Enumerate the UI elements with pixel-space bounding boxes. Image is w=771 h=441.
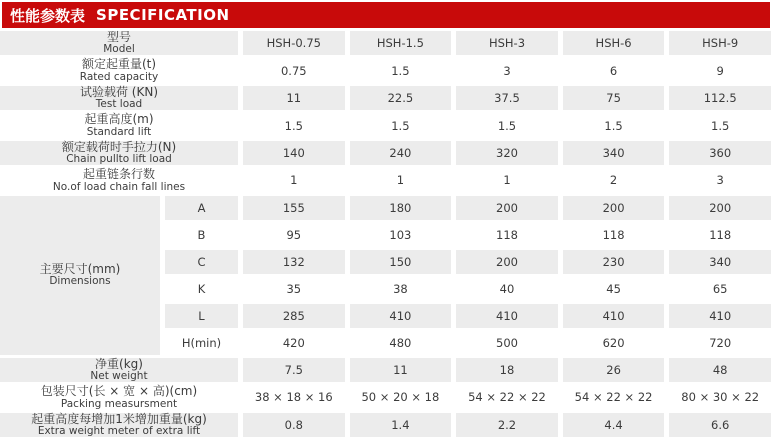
- table-row-extra-weight: [0, 413, 771, 437]
- specification-table: [0, 28, 771, 440]
- value-cell: 0.8: [243, 413, 345, 437]
- value-cell: 22.5: [350, 86, 452, 110]
- value-cell: 95: [243, 223, 345, 247]
- dimension-sub-label: K: [165, 277, 238, 301]
- value-cell: 75: [563, 86, 665, 110]
- value-cell: 360: [669, 141, 771, 165]
- value-cell: 1.5: [669, 113, 771, 137]
- value-cell: 1.4: [350, 413, 452, 437]
- value-cell: 112.5: [669, 86, 771, 110]
- value-cell: 480: [350, 331, 452, 355]
- value-cell: 18: [456, 358, 558, 382]
- value-cell: 40: [456, 277, 558, 301]
- dimension-sub-label: A: [165, 196, 238, 220]
- row-label-en: Packing measursment: [60, 397, 178, 410]
- table-row-dimension-a: [0, 196, 771, 220]
- value-cell: 340: [669, 250, 771, 274]
- value-cell: 37.5: [456, 86, 558, 110]
- value-cell: 4.4: [563, 413, 665, 437]
- value-cell: 7.5: [243, 358, 345, 382]
- row-label-zh: 起重高度每增加1米增加重量(kg): [31, 411, 207, 426]
- model-header-cell: HSH-3: [456, 31, 558, 55]
- value-cell: 38 × 18 × 16: [243, 385, 345, 409]
- row-label-en: Extra weight meter of extra lift: [37, 425, 201, 438]
- value-cell: 410: [669, 304, 771, 328]
- value-cell: 118: [669, 223, 771, 247]
- value-cell: 155: [243, 196, 345, 220]
- value-cell: 2: [563, 168, 665, 192]
- table-row-net-weight: [0, 358, 771, 382]
- value-cell: 48: [669, 358, 771, 382]
- value-cell: 3: [669, 168, 771, 192]
- value-cell: 132: [243, 250, 345, 274]
- value-cell: 200: [669, 196, 771, 220]
- row-label: [0, 358, 238, 382]
- row-label: [0, 168, 238, 192]
- value-cell: 26: [563, 358, 665, 382]
- model-header-cell: HSH-9: [669, 31, 771, 55]
- value-cell: 38: [350, 277, 452, 301]
- row-label-zh: 试验载荷 (KN): [79, 84, 159, 99]
- value-cell: 620: [563, 331, 665, 355]
- row-label-zh: 起重链条行数: [82, 167, 155, 182]
- row-label-en: Standard lift: [86, 125, 152, 138]
- value-cell: 0.75: [243, 58, 345, 82]
- value-cell: 140: [243, 141, 345, 165]
- value-cell: 1.5: [243, 113, 345, 137]
- dimension-sub-label: B: [165, 223, 238, 247]
- row-label: [0, 385, 238, 409]
- value-cell: 103: [350, 223, 452, 247]
- value-cell: 230: [563, 250, 665, 274]
- title-bar: [2, 2, 770, 28]
- dimensions-merged-label: [0, 196, 160, 355]
- value-cell: 45: [563, 277, 665, 301]
- value-cell: 50 × 20 × 18: [350, 385, 452, 409]
- value-cell: 200: [456, 250, 558, 274]
- value-cell: 65: [669, 277, 771, 301]
- value-cell: 9: [669, 58, 771, 82]
- value-cell: 1.5: [456, 113, 558, 137]
- value-cell: 11: [350, 358, 452, 382]
- value-cell: 285: [243, 304, 345, 328]
- row-label: [0, 413, 238, 437]
- row-label-zh: 起重高度(m): [84, 112, 154, 127]
- value-cell: 80 × 30 × 22: [669, 385, 771, 409]
- dimension-sub-label: L: [165, 304, 238, 328]
- row-label-zh: 净重(kg): [95, 356, 143, 371]
- table-wrap: [0, 28, 771, 440]
- value-cell: 54 × 22 × 22: [563, 385, 665, 409]
- page-title-zh: 性能参数表: [10, 6, 86, 25]
- value-cell: 150: [350, 250, 452, 274]
- value-cell: 6: [563, 58, 665, 82]
- row-label-zh: 额定起重量(t): [81, 57, 157, 72]
- value-cell: 200: [456, 196, 558, 220]
- value-cell: 200: [563, 196, 665, 220]
- row-label: [0, 113, 238, 137]
- model-header-cell: HSH-0.75: [243, 31, 345, 55]
- model-header-cell: HSH-6: [563, 31, 665, 55]
- value-cell: 54 × 22 × 22: [456, 385, 558, 409]
- value-cell: 180: [350, 196, 452, 220]
- model-header-cell: HSH-1.5: [350, 31, 452, 55]
- row-label-en: Test load: [95, 98, 143, 111]
- dimension-sub-label: C: [165, 250, 238, 274]
- table-row-chain-pull: [0, 141, 771, 165]
- value-cell: 500: [456, 331, 558, 355]
- value-cell: 720: [669, 331, 771, 355]
- row-label-en: Chain pullto lift load: [66, 153, 172, 166]
- row-label-zh: 包装尺寸(长 × 宽 × 高)(cm): [40, 384, 198, 399]
- value-cell: 410: [456, 304, 558, 328]
- table-row-packing: [0, 385, 771, 409]
- row-label: [0, 31, 238, 55]
- value-cell: 118: [563, 223, 665, 247]
- row-label-en: Rated capacity: [79, 70, 159, 83]
- row-label-zh: 额定载荷时手拉力(N): [61, 139, 177, 154]
- row-label: [0, 86, 238, 110]
- value-cell: 1.5: [350, 58, 452, 82]
- value-cell: 2.2: [456, 413, 558, 437]
- value-cell: 1.5: [563, 113, 665, 137]
- row-label: [0, 141, 238, 165]
- value-cell: 3: [456, 58, 558, 82]
- value-cell: 240: [350, 141, 452, 165]
- value-cell: 1: [456, 168, 558, 192]
- value-cell: 320: [456, 141, 558, 165]
- row-label-zh: 主要尺寸(mm): [39, 261, 121, 276]
- row-label-zh: 型号: [106, 30, 131, 44]
- row-label-en: Dimensions: [49, 275, 111, 288]
- value-cell: 340: [563, 141, 665, 165]
- value-cell: 1: [243, 168, 345, 192]
- row-label: [0, 58, 238, 82]
- value-cell: 1: [350, 168, 452, 192]
- row-label-en: No.of load chain fall lines: [52, 180, 186, 193]
- row-label-en: Model: [103, 43, 135, 56]
- table-row-model: [0, 31, 771, 55]
- dimension-sub-label: H(min): [165, 331, 238, 355]
- table-row-rated-capacity: [0, 58, 771, 82]
- table-row-chain-fall-lines: [0, 168, 771, 192]
- value-cell: 410: [563, 304, 665, 328]
- table-row-test-load: [0, 86, 771, 110]
- value-cell: 11: [243, 86, 345, 110]
- value-cell: 6.6: [669, 413, 771, 437]
- value-cell: 1.5: [350, 113, 452, 137]
- value-cell: 410: [350, 304, 452, 328]
- table-row-standard-lift: [0, 113, 771, 137]
- value-cell: 35: [243, 277, 345, 301]
- value-cell: 118: [456, 223, 558, 247]
- value-cell: 420: [243, 331, 345, 355]
- row-label-en: Net weight: [90, 370, 148, 383]
- page-title-en: SPECIFICATION: [96, 6, 230, 24]
